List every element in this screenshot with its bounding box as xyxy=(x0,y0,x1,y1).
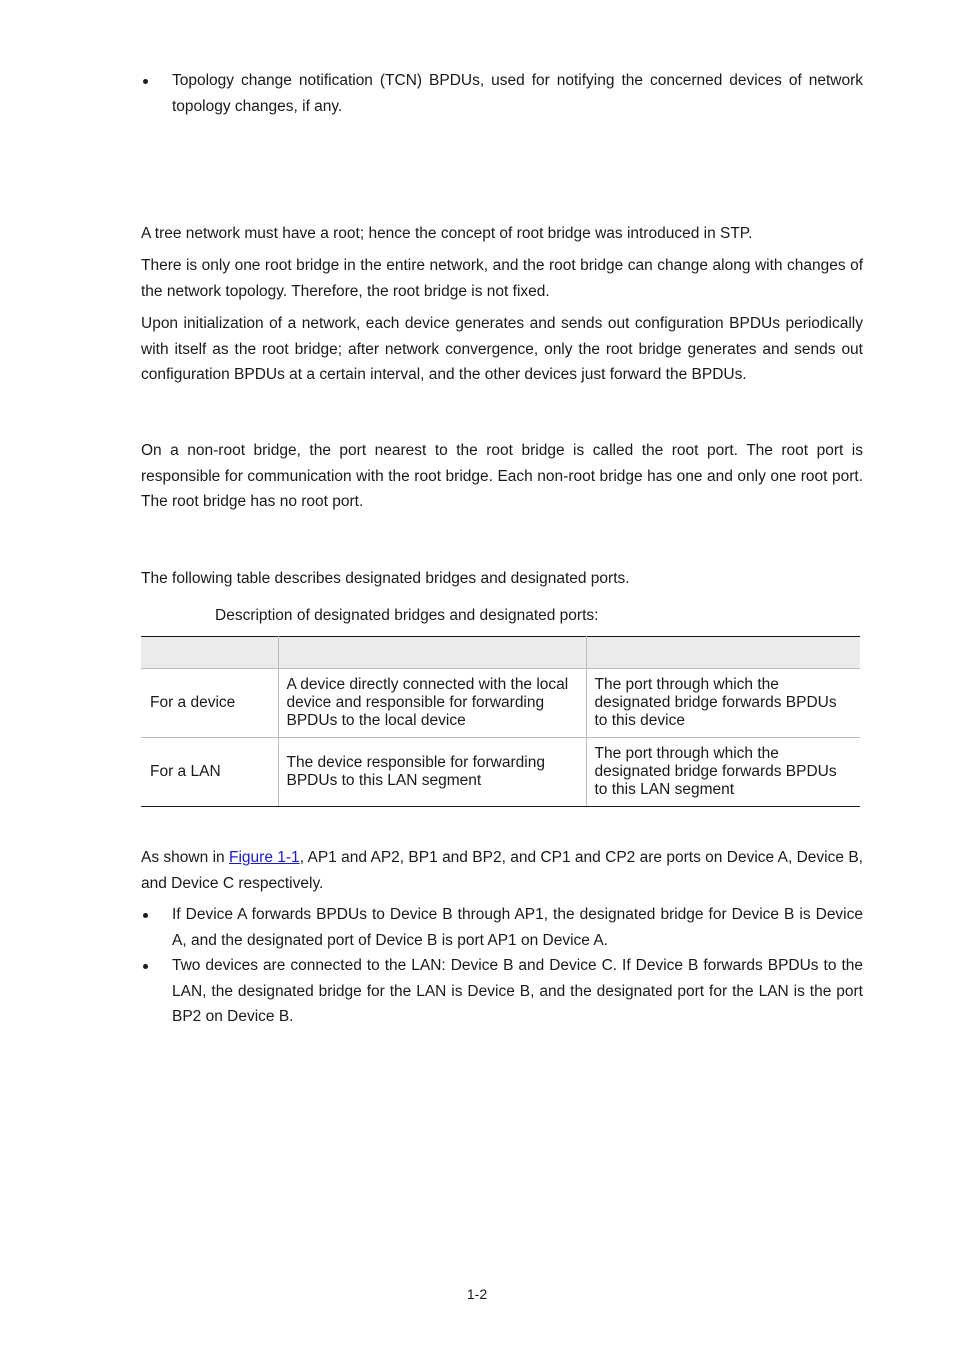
example-prefix: As shown in xyxy=(141,849,229,866)
table-cell: A device directly connected with the local device and responsible for forwarding BPDUs to the local device xyxy=(278,669,586,738)
root-bridge-paragraph-1: A tree network must have a root; hence the concept of root bridge was introduced in STP. xyxy=(141,225,753,242)
table-cell: The port through which the designated bridge forwards BPDUs to this LAN segment xyxy=(586,738,860,807)
table-header-row xyxy=(141,637,860,669)
root-bridge-paragraph-2: There is only one root bridge in the entire network, and the root bridge can change along with changes of the network topology. Therefore, the root bridge is not fixed. xyxy=(141,257,863,300)
bullet-item xyxy=(141,953,863,1030)
bullet-dot xyxy=(143,964,148,969)
designated-table xyxy=(141,636,860,807)
table-row xyxy=(141,738,860,807)
bullet-dot xyxy=(143,913,148,918)
root-port-paragraph: On a non-root bridge, the port nearest to the root bridge is called the root port. The root port is responsible for communication with the root bridge. Each non-root bridge has one and only one root port. The root bridge has no root port. xyxy=(141,442,863,510)
table-cell: The port through which the designated bridge forwards BPDUs to this device xyxy=(586,669,860,738)
page-number: 1-2 xyxy=(466,1286,488,1302)
bullet-dot xyxy=(143,79,148,84)
example-suffix: , AP1 and AP2, BP1 and BP2, and CP1 and CP2 are ports on Device A, Device B, and Device C respectively. xyxy=(141,849,863,892)
table-caption: Description of designated bridges and designated ports: xyxy=(215,607,599,624)
table-cell: For a LAN xyxy=(141,738,278,807)
root-bridge-paragraph-3: Upon initialization of a network, each device generates and sends out configuration BPDUs periodically with itself as the root bridge; after network convergence, only the root bridge generates and sends out configuration BPDUs at a certain interval, and the other devices just forward the BPDUs. xyxy=(141,315,863,383)
designated-intro: The following table describes designated bridges and designated ports. xyxy=(141,570,630,587)
table-cell: The device responsible for forwarding BPDUs to this LAN segment xyxy=(278,738,586,807)
table-header-cell xyxy=(278,637,586,669)
figure-link[interactable]: Figure 1-1 xyxy=(229,849,300,866)
example-paragraph xyxy=(141,845,863,896)
bullet-item xyxy=(141,902,863,953)
table-cell: For a device xyxy=(141,669,278,738)
bullet-text: Topology change notification (TCN) BPDUs, used for notifying the concerned devices of network topology changes, if any. xyxy=(172,72,863,115)
bullet-text: If Device A forwards BPDUs to Device B through AP1, the designated bridge for Device B is Device A, and the designated port of Device B is port AP1 on Device A. xyxy=(172,906,863,949)
bullet-item-tcn xyxy=(141,68,863,119)
table-header-cell xyxy=(586,637,860,669)
bullet-text: Two devices are connected to the LAN: Device B and Device C. If Device B forwards BPDUs to the LAN, the designated bridge for the LAN is Device B, and the designated port for the LAN is the port BP2 on Device B. xyxy=(172,957,863,1025)
table-header-cell xyxy=(141,637,278,669)
table-row xyxy=(141,669,860,738)
